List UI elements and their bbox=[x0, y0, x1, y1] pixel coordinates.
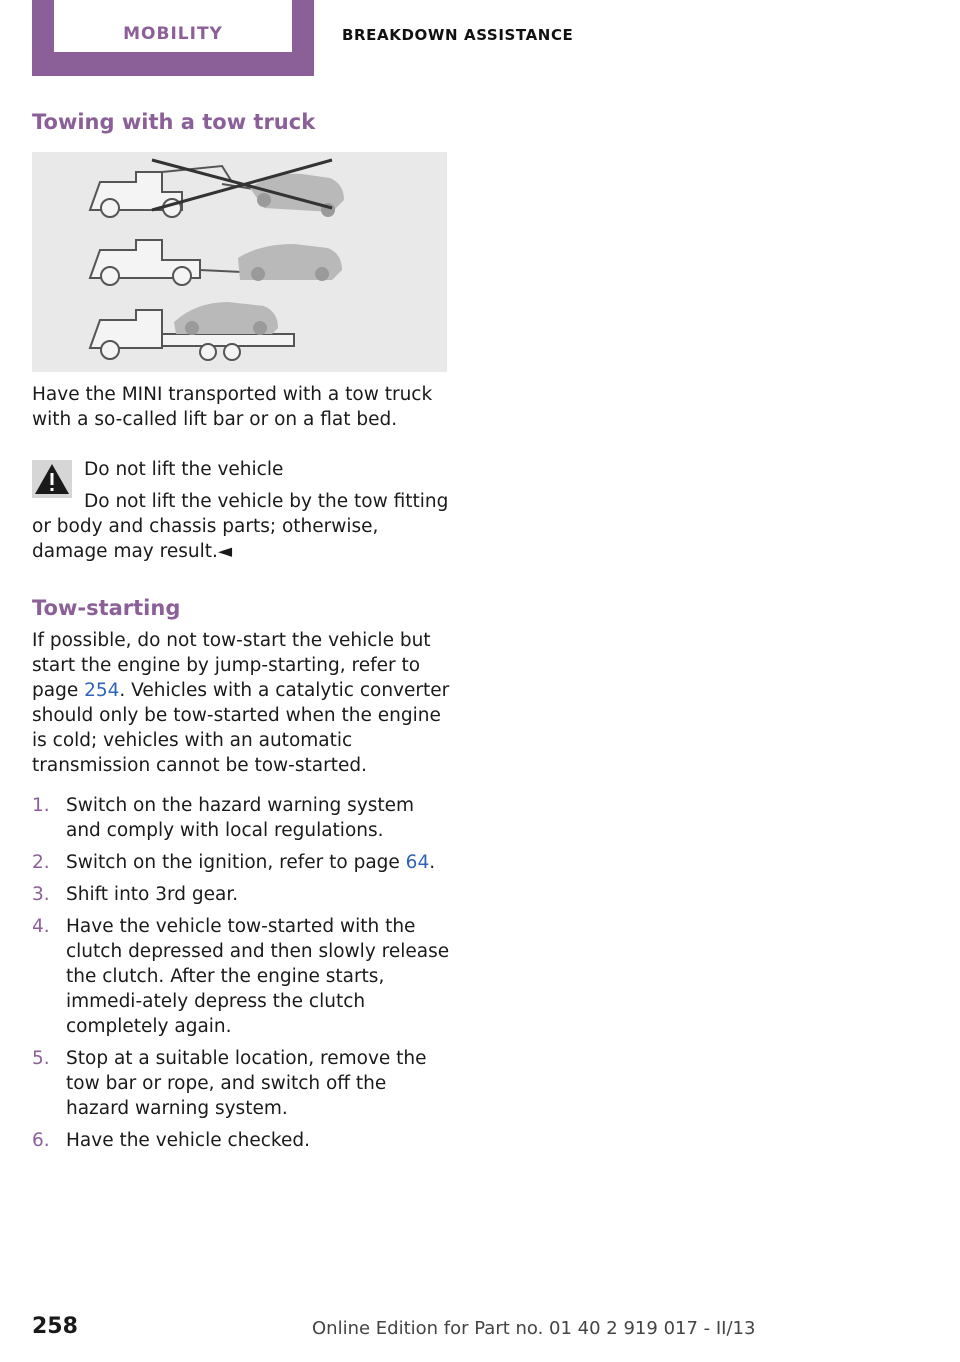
tow-starting-text bbox=[32, 628, 452, 778]
step-item bbox=[32, 1046, 452, 1121]
step-item bbox=[32, 882, 452, 907]
warning-title: Do not lift the vehicle bbox=[84, 459, 284, 480]
tow-starting-text-after: . Vehicles with a catalytic converter should only be tow-started when the engine is cold; vehicles with an automatic transmission cannot be tow-started. bbox=[32, 680, 450, 776]
tow-starting-heading: Tow-starting bbox=[32, 596, 181, 620]
step-item bbox=[32, 850, 452, 875]
step-number: 2. bbox=[32, 852, 50, 873]
warning-body bbox=[32, 489, 452, 564]
edition-footer: Online Edition for Part no. 01 40 2 919 017 - II/13 bbox=[312, 1318, 756, 1339]
step-item bbox=[32, 914, 452, 1039]
step-number: 5. bbox=[32, 1048, 50, 1069]
page-link-64[interactable]: 64 bbox=[405, 852, 430, 873]
step-text: Switch on the ignition, refer to page bbox=[66, 852, 406, 873]
tow-starting-text-before: If possible, do not tow-start the vehicle but start the engine by jump-starting, refer to page bbox=[32, 630, 431, 701]
end-mark-icon: ◄ bbox=[217, 541, 233, 562]
step-text: Switch on the hazard warning system and comply with local regulations. bbox=[66, 795, 415, 841]
page-link-254[interactable]: 254 bbox=[84, 680, 120, 701]
step-item bbox=[32, 1128, 452, 1153]
section-label: BREAKDOWN ASSISTANCE bbox=[342, 26, 574, 44]
towing-intro: Have the MINI transported with a tow truck with a so-called lift bar or on a flat bed. bbox=[32, 384, 433, 430]
step-text: Stop at a suitable location, remove the tow bar or rope, and switch off the hazard warning system. bbox=[66, 1048, 427, 1119]
warning-body-text: Do not lift the vehicle by the tow fitting or body and chassis parts; otherwise, damage may result. bbox=[32, 491, 449, 562]
tow-start-steps bbox=[32, 793, 452, 1160]
step-number: 1. bbox=[32, 795, 50, 816]
step-number: 4. bbox=[32, 916, 50, 937]
step-text: Have the vehicle checked. bbox=[66, 1130, 310, 1151]
step-text: Have the vehicle tow-started with the clutch depressed and then slowly release the clutch. After the engine starts, immedi-ately depress the clutch completely again. bbox=[66, 916, 450, 1037]
step-text-after: . bbox=[429, 852, 436, 873]
chapter-tab bbox=[32, 0, 314, 76]
step-item bbox=[32, 793, 452, 843]
step-text: Shift into 3rd gear. bbox=[66, 884, 239, 905]
tow-truck-illustration bbox=[32, 152, 447, 372]
step-number: 6. bbox=[32, 1130, 50, 1151]
step-number: 3. bbox=[32, 884, 50, 905]
page-number: 258 bbox=[32, 1314, 78, 1339]
towing-heading: Towing with a tow truck bbox=[32, 110, 316, 134]
chapter-tab-label: MOBILITY bbox=[54, 0, 292, 52]
